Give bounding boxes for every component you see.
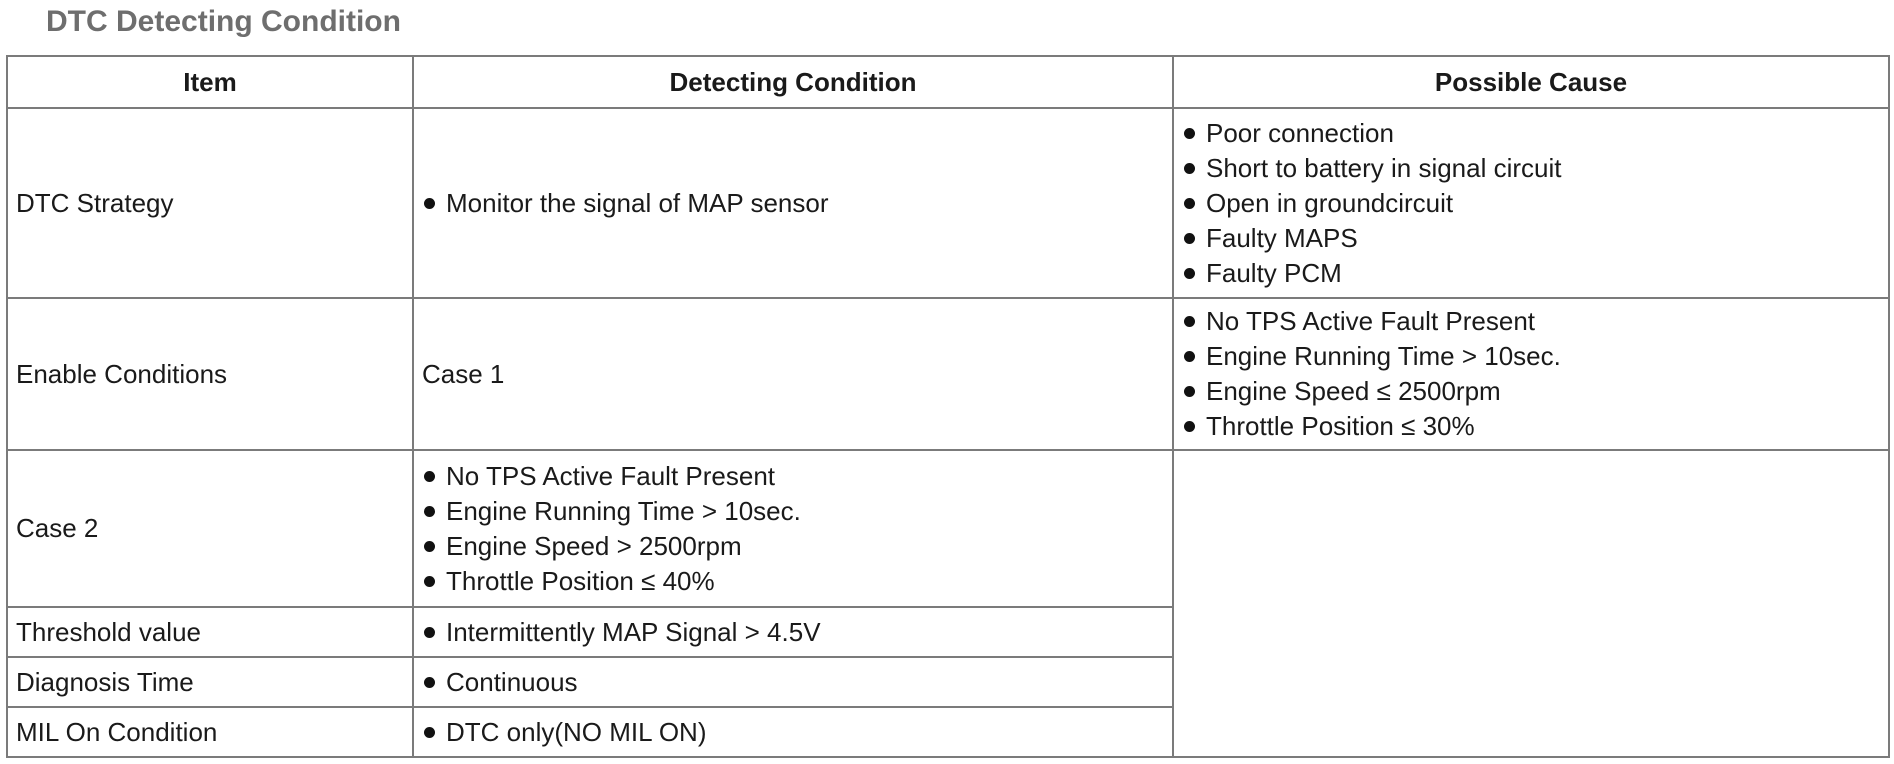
case-1-conditions-cell: [1173, 298, 1889, 450]
row-item-enable-conditions: Enable Conditions: [7, 298, 413, 450]
row-item-threshold-value: Threshold value: [7, 607, 413, 657]
case-2-bullet: No TPS Active Fault Present: [422, 459, 1164, 494]
column-header-item: Item: [7, 56, 413, 108]
case-1-bullet: Engine Running Time > 10sec.: [1182, 339, 1880, 374]
case-1-bullet: Throttle Position ≤ 30%: [1182, 409, 1880, 444]
row-condition-threshold-value: [413, 607, 1173, 657]
row-condition-dtc-strategy: [413, 108, 1173, 298]
case-2-bullet: Engine Running Time > 10sec.: [422, 494, 1164, 529]
table-header-row: [7, 56, 1889, 108]
row-item-dtc-strategy: DTC Strategy: [7, 108, 413, 298]
cause-bullet: Short to battery in signal circuit: [1182, 151, 1880, 186]
row-item-case-2: Case 2: [7, 450, 413, 607]
table-row: [7, 108, 1889, 298]
case-2-bullet: Throttle Position ≤ 40%: [422, 564, 1164, 599]
row-condition-diagnosis-time: [413, 657, 1173, 707]
column-header-possible-cause: Possible Cause: [1173, 56, 1889, 108]
condition-bullet: Monitor the signal of MAP sensor: [422, 186, 1164, 221]
cause-bullet: Open in groundcircuit: [1182, 186, 1880, 221]
cause-bullet: Faulty PCM: [1182, 256, 1880, 291]
dtc-table: [6, 55, 1890, 758]
row-item-mil-on-condition: MIL On Condition: [7, 707, 413, 757]
cause-bullet: Poor connection: [1182, 116, 1880, 151]
row-condition-case-1: Case 1: [413, 298, 1173, 450]
condition-bullet: Intermittently MAP Signal > 4.5V: [422, 615, 1164, 650]
table-row: [7, 450, 1889, 607]
cause-bullet: Faulty MAPS: [1182, 221, 1880, 256]
column-header-detecting-condition: Detecting Condition: [413, 56, 1173, 108]
row-item-diagnosis-time: Diagnosis Time: [7, 657, 413, 707]
empty-cause-cell: [1173, 450, 1889, 757]
condition-bullet: DTC only(NO MIL ON): [422, 715, 1164, 750]
row-condition-case-2: [413, 450, 1173, 607]
row-condition-mil-on-condition: [413, 707, 1173, 757]
page-title: DTC Detecting Condition: [46, 5, 401, 38]
case-1-bullet: Engine Speed ≤ 2500rpm: [1182, 374, 1880, 409]
condition-bullet: Continuous: [422, 665, 1164, 700]
case-1-bullet: No TPS Active Fault Present: [1182, 304, 1880, 339]
case-2-bullet: Engine Speed > 2500rpm: [422, 529, 1164, 564]
table-row: [7, 298, 1889, 450]
possible-cause-cell: [1173, 108, 1889, 298]
